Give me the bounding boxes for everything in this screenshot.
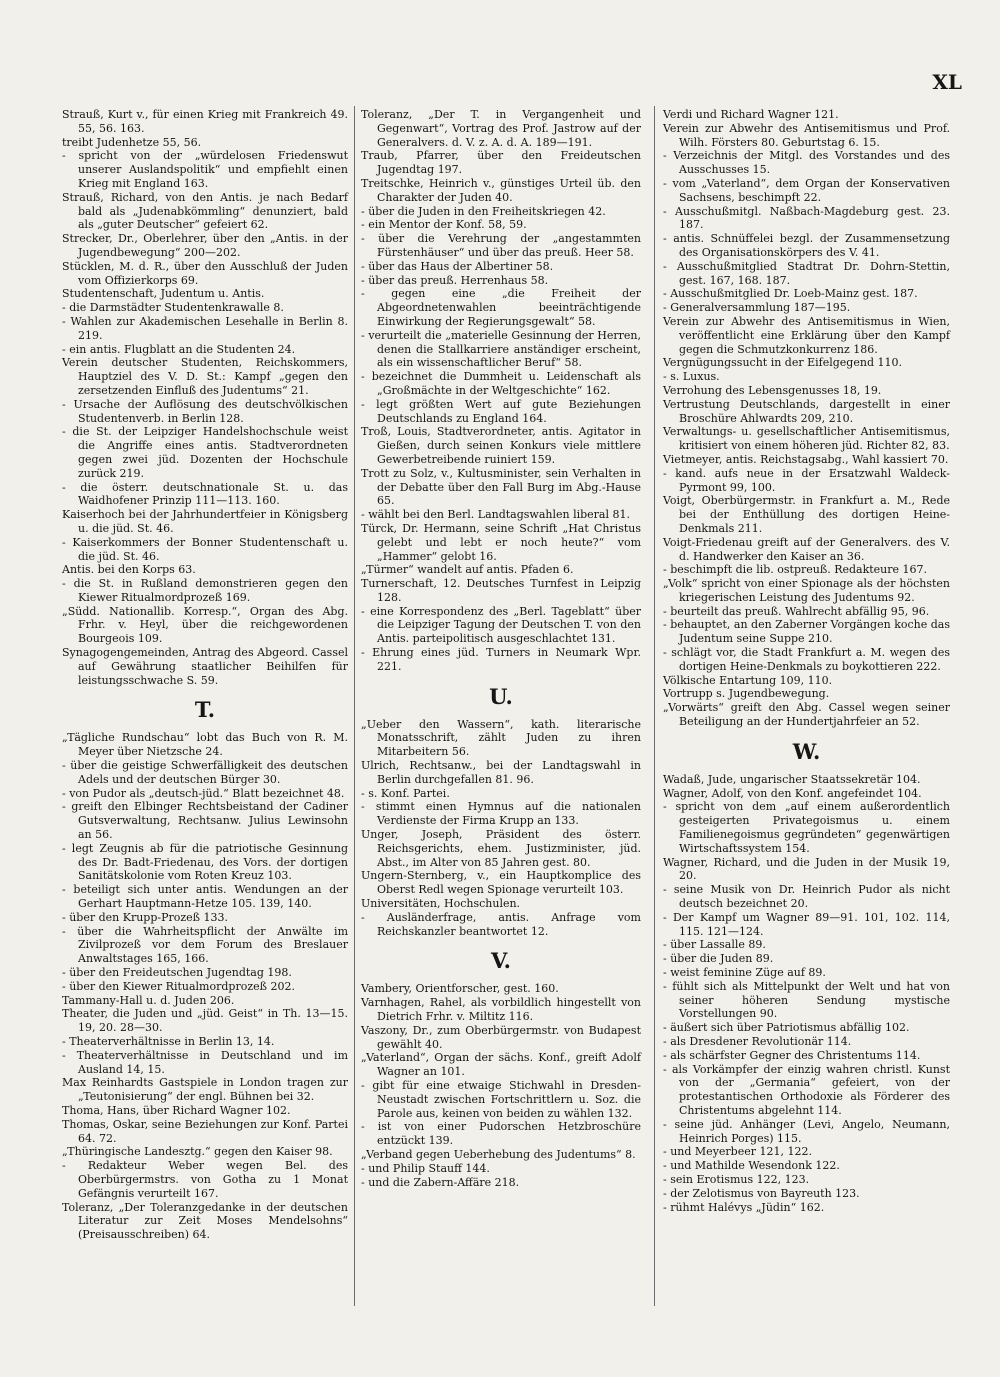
index-entry: Wagner, Adolf, von den Konf. angefeindet 104. — [663, 786, 922, 800]
index-entry: - ein antis. Flugblatt an die Studenten 24. — [62, 342, 296, 356]
index-column-2 — [361, 108, 641, 1189]
index-entry: - und Philip Stauff 144. — [361, 1161, 490, 1175]
index-entry: Vaszony, Dr., zum Oberbürgermstr. von Budapest gewählt 40. — [361, 1023, 641, 1051]
index-entry: - Generalversammlung 187—195. — [663, 301, 851, 315]
index-entry: - als Vorkämpfer der einzig wahren christl. Kunst von der „Germania“ gefeiert, von der protestantischen Orthodoxie als Förderer des Christentums abgelehnt 114. — [663, 1062, 950, 1117]
index-entry: - seine Musik von Dr. Heinrich Pudor als nicht deutsch bezeichnet 20. — [663, 883, 950, 911]
index-entry: - Redakteur Weber wegen Bel. des Oberbürgermstrs. von Gotha zu 1 Monat Gefängnis verurteilt 167. — [62, 1159, 348, 1200]
index-entry: Verein deutscher Studenten, Reichskommers, Hauptziel des V. D. St.: Kampf „gegen den zersetzenden Einfluß des Judentums“ 21. — [62, 356, 348, 397]
index-entry: - beschimpft die lib. ostpreuß. Redakteure 167. — [663, 563, 928, 577]
index-entry: - und die Zabern-Affäre 218. — [361, 1175, 520, 1189]
index-entry: - von Pudor als „deutsch-jüd.“ Blatt bezeichnet 48. — [62, 786, 345, 800]
index-entry: Ulrich, Rechtsanw., bei der Landtagswahl in Berlin durchgefallen 81. 96. — [361, 759, 641, 786]
index-entry: Trott zu Solz, v., Kultusminister, sein Verhalten in der Debatte über den Fall Burg im Abg.-Hause 65. — [361, 466, 641, 508]
index-entry: „Ueber den Wassern“, kath. literarische Monatsschrift, zählt Juden zu ihren Mitarbeitern 56. — [361, 717, 641, 759]
index-entry: - Ehrung eines jüd. Turners in Neumark Wpr. 221. — [361, 646, 641, 673]
index-entry: - seine jüd. Anhänger (Levi, Angelo, Neumann, Heinrich Porges) 115. — [663, 1117, 950, 1145]
index-entry: - sein Erotismus 122, 123. — [663, 1172, 810, 1186]
index-entry: - Wahlen zur Akademischen Lesehalle in Berlin 8. 219. — [62, 314, 348, 342]
index-entry: - über die geistige Schwerfälligkeit des deutschen Adels und der deutschen Bürger 30. — [62, 759, 348, 786]
column-divider — [354, 106, 355, 1306]
index-entry: - weist feminine Züge auf 89. — [663, 966, 826, 980]
index-entry: „Südd. Nationallib. Korresp.“, Organ des Abg. Frhr. v. Heyl, über die reichgewordenen Bourgeois 109. — [62, 604, 348, 646]
index-entry: - spricht von dem „auf einem außerordentlich gesteigerten Privategoismus u. einem Familienegoismus gegründeten“ gegenwärtigen Wirtschaftssystem 154. — [663, 800, 950, 855]
index-entry: Tammany-Hall u. d. Juden 206. — [62, 993, 235, 1007]
index-entry: - über das Haus der Albertiner 58. — [361, 259, 554, 273]
index-entry: - die österr. deutschnationale St. u. das Waidhofener Prinzip 111—113. 160. — [62, 480, 348, 508]
index-entry: - schlägt vor, die Stadt Frankfurt a. M. wegen des dortigen Heine-Denkmals zu boykottieren 222. — [663, 646, 950, 673]
index-entry: Voigt, Oberbürgermstr. in Frankfurt a. M., Rede bei der Enthüllung des dortigen Heine-Denkmals 211. — [663, 494, 950, 535]
index-entry: Vergnügungssucht in der Eifelgegend 110. — [663, 356, 902, 370]
index-entry: Strauß, Richard, von den Antis. je nach Bedarf bald als „Judenabkömmling“ denunziert, bald als „guter Deutscher“ gefeiert 62. — [62, 190, 348, 232]
index-entry: - als schärfster Gegner des Christentums 114. — [663, 1048, 921, 1062]
index-entry: - eine Korrespondenz des „Berl. Tageblatt“ über die Leipziger Tagung der Deutschen T. von den Antis. parteipolitisch ausgeschlachtet 131. — [361, 604, 641, 646]
index-entry: Wagner, Richard, und die Juden in der Musik 19, 20. — [663, 855, 950, 883]
index-entry: - die St. in Rußland demonstrieren gegen den Kiewer Ritualmordprozeß 169. — [62, 577, 348, 604]
index-entry: - als Dresdener Revolutionär 114. — [663, 1035, 852, 1048]
index-entry: - s. Luxus. — [663, 370, 720, 384]
index-entry: „Vorwärts“ greift den Abg. Cassel wegen seiner Beteiligung an der Hundertjahrfeier an 52. — [663, 701, 950, 729]
index-entry: - über den Kiewer Ritualmordprozeß 202. — [62, 979, 295, 993]
index-entry: - Ausschußmitglied Dr. Loeb-Mainz gest. 187. — [663, 287, 918, 301]
index-entry: - über die Juden in den Freiheitskriegen 42. — [361, 204, 606, 218]
index-entry: Verdi und Richard Wagner 121. — [663, 108, 839, 121]
index-entry: - legt Zeugnis ab für die patriotische Gesinnung des Dr. Badt-Friedenau, des Vors. der dortigen Sanitätskolonie vom Roten Kreuz 103. — [62, 841, 348, 883]
index-entry: - bezeichnet die Dummheit u. Leidenschaft als „Großmächte in der Weltgeschichte“ 162. — [361, 370, 641, 397]
index-entry: - legt größten Wert auf gute Beziehungen Deutschlands zu England 164. — [361, 397, 641, 425]
index-entry: - und Meyerbeer 121, 122. — [663, 1145, 812, 1159]
index-entry: - Ursache der Auflösung des deutschvölkischen Studentenverb. in Berlin 128. — [62, 397, 348, 425]
index-entry: - spricht von der „würdelosen Friedenswut unserer Auslandspolitik“ und empfiehlt einen Krieg mit England 163. — [62, 149, 348, 190]
index-entry: Stücklen, M. d. R., über den Ausschluß der Juden vom Offizierkorps 69. — [62, 259, 348, 287]
index-entry: Treitschke, Heinrich v., günstiges Urteil üb. den Charakter der Juden 40. — [361, 176, 641, 204]
index-entry: - behauptet, an den Zaberner Vorgängen koche das Judentum seine Suppe 210. — [663, 618, 950, 646]
index-entry: - der Zelotismus von Bayreuth 123. — [663, 1186, 860, 1200]
index-entry: Studentenschaft, Judentum u. Antis. — [62, 287, 265, 301]
index-entry: „Thüringische Landesztg.“ gegen den Kaiser 98. — [62, 1145, 333, 1159]
index-entry: - ist von einer Pudorschen Hetzbroschüre entzückt 139. — [361, 1120, 641, 1148]
index-entry: Vambery, Orientforscher, gest. 160. — [361, 982, 559, 996]
section-letter-heading: T. — [194, 697, 216, 723]
index-entry: - Ausschußmitgl. Naßbach-Magdeburg gest. 23. 187. — [663, 204, 950, 232]
index-entry: - Verzeichnis der Mitgl. des Vorstandes und des Ausschusses 15. — [663, 149, 950, 177]
index-entry: - vom „Vaterland“, dem Organ der Konservativen Sachsens, beschimpft 22. — [663, 176, 950, 204]
index-entry: Verrohung des Lebensgenusses 18, 19. — [663, 383, 882, 397]
index-entry: - gegen eine „die Freiheit der Abgeordnetenwahlen beeinträchtigende Einwirkung der Regierungsgewalt“ 58. — [361, 287, 641, 328]
index-entry: - stimmt einen Hymnus auf die nationalen Verdienste der Firma Krupp an 133. — [361, 800, 641, 828]
index-entry: Universitäten, Hochschulen. — [361, 897, 521, 911]
index-entry: Verein zur Abwehr des Antisemitismus in Wien, veröffentlicht eine Erklärung über den Kampf gegen die Schmutzkonkurrenz 186. — [663, 314, 950, 356]
index-entry: „Volk“ spricht von einer Spionage als der höchsten kriegerischen Leistung des Judentums 92. — [663, 577, 950, 604]
index-entry: - wählt bei den Berl. Landtagswahlen liberal 81. — [361, 508, 631, 522]
index-entry: Theater, die Juden und „jüd. Geist“ in Th. 13—15. 19, 20. 28—30. — [62, 1007, 348, 1035]
index-entry: Antis. bei den Korps 63. — [62, 563, 196, 577]
index-entry: - Kaiserkommers der Bonner Studentenschaft u. die jüd. St. 46. — [62, 535, 348, 563]
index-entry: Völkische Entartung 109, 110. — [663, 673, 833, 687]
index-entry: - die Darmstädter Studentenkrawalle 8. — [62, 301, 284, 315]
page-number: XL — [932, 70, 962, 94]
index-entry: - verurteilt die „materielle Gesinnung der Herren, denen die Stallkarriere anständiger erscheint, als ein wissenschaftlicher Beruf“ 58. — [361, 328, 641, 370]
index-entry: - Der Kampf um Wagner 89—91. 101, 102. 114, 115. 121—124. — [663, 910, 950, 938]
index-entry: Thoma, Hans, über Richard Wagner 102. — [62, 1103, 291, 1117]
index-entry: Verwaltungs- u. gesellschaftlicher Antisemitismus, kritisiert von einem höheren jüd. Richter 82, 83. — [663, 425, 950, 453]
index-entry: Toleranz, „Der Toleranzgedanke in der deutschen Literatur zur Zeit Moses Mendelsohns“ (Preisausschreiben) 64. — [62, 1200, 348, 1242]
index-entry: - über das preuß. Herrenhaus 58. — [361, 273, 549, 287]
index-entry: - Theaterverhältnisse in Deutschland und im Ausland 14, 15. — [62, 1048, 348, 1076]
index-entry: - Ausländerfrage, antis. Anfrage vom Reichskanzler beantwortet 12. — [361, 910, 641, 938]
index-entry: „Vaterland“, Organ der sächs. Konf., greift Adolf Wagner an 101. — [361, 1051, 641, 1079]
index-entry: - über den Freideutschen Jugendtag 198. — [62, 966, 292, 980]
index-entry: Max Reinhardts Gastspiele in London tragen zur „Teutonisierung“ der engl. Bühnen bei 32. — [62, 1076, 348, 1104]
index-column-1 — [62, 108, 348, 1242]
index-entry: - Theaterverhältnisse in Berlin 13, 14. — [62, 1035, 275, 1048]
index-entry: - beurteilt das preuß. Wahlrecht abfällig 95, 96. — [663, 604, 930, 618]
index-entry: - rühmt Halévys „Jüdin“ 162. — [663, 1200, 825, 1214]
index-entry: Ungern-Sternberg, v., ein Hauptkomplice des Oberst Redl wegen Spionage verurteilt 103. — [361, 869, 641, 897]
index-entry: „Türmer“ wandelt auf antis. Pfaden 6. — [361, 563, 574, 577]
index-entry: - ein Mentor der Konf. 58, 59. — [361, 218, 527, 232]
index-entry: Vertrustung Deutschlands, dargestellt in einer Broschüre Ahlwardts 209, 210. — [663, 397, 950, 425]
index-entry: - über die Wahrheitspflicht der Anwälte im Zivilprozeß vor dem Forum des Breslauer Anwaltstages 165, 166. — [62, 924, 348, 966]
section-letter-heading: U. — [489, 683, 513, 709]
index-entry: Verein zur Abwehr des Antisemitismus und Prof. Wilh. Försters 80. Geburtstag 6. 15. — [663, 121, 950, 149]
index-entry: Strauß, Kurt v., für einen Krieg mit Frankreich 49. 55, 56. 163. — [62, 108, 348, 135]
index-entry: Troß, Louis, Stadtverordneter, antis. Agitator in Gießen, durch seinen Konkurs viele mittlere Gewerbetreibende ruiniert 159. — [361, 425, 641, 466]
index-entry: - s. Konf. Partei. — [361, 786, 450, 800]
index-entry: treibt Judenhetze 55, 56. — [62, 135, 202, 149]
index-entry: Thomas, Oskar, seine Beziehungen zur Konf. Partei 64. 72. — [62, 1117, 348, 1145]
index-entry: Wadaß, Jude, ungarischer Staatssekretär 104. — [663, 772, 921, 786]
column-divider — [654, 106, 655, 1306]
index-entry: Voigt-Friedenau greift auf der Generalvers. des V. d. Handwerker den Kaiser an 36. — [663, 535, 950, 563]
index-entry: Traub, Pfarrer, über den Freideutschen Jugendtag 197. — [361, 149, 641, 177]
index-entry: „Tägliche Rundschau“ lobt das Buch von R. M. Meyer über Nietzsche 24. — [62, 731, 348, 759]
index-entry: Synagogengemeinden, Antrag des Abgeord. Cassel auf Gewährung staatlicher Beihilfen für leistungsschwache S. 59. — [62, 646, 348, 687]
index-entry: Vietmeyer, antis. Reichstagsabg., Wahl kassiert 70. — [663, 452, 949, 466]
section-letter-heading: V. — [491, 948, 511, 974]
index-entry: - die St. der Leipziger Handelshochschule weist die Angriffe eines antis. Stadtverordneten gegen zwei jüd. Dozenten der Hochschule zurück 219. — [62, 425, 348, 480]
section-letter-heading: W. — [792, 738, 821, 764]
index-entry: Kaiserhoch bei der Jahrhundertfeier in Königsberg u. die jüd. St. 46. — [62, 508, 348, 535]
index-entry: Unger, Joseph, Präsident des österr. Reichsgerichts, ehem. Justizminister, jüd. Abst., im Alter von 85 Jahren gest. 80. — [361, 828, 641, 869]
index-entry: Turnerschaft, 12. Deutsches Turnfest in Leipzig 128. — [361, 577, 641, 604]
index-entry: - kand. aufs neue in der Ersatzwahl Waldeck-Pyrmont 99, 100. — [663, 466, 950, 494]
index-column-3 — [663, 108, 950, 1214]
index-entry: - über den Krupp-Prozeß 133. — [62, 910, 229, 924]
index-entry: - über Lassalle 89. — [663, 938, 766, 952]
index-entry: - über die Verehrung der „angestammten Fürstenhäuser“ und über das preuß. Heer 58. — [361, 232, 641, 259]
index-entry: Türck, Dr. Hermann, seine Schrift „Hat Christus gelebt und lebt er noch heute?“ vom „Hammer“ gelobt 16. — [361, 521, 641, 563]
index-entry: - gibt für eine etwaige Stichwahl in Dresden-Neustadt zwischen Fortschrittlern u. Soz. die Parole aus, keinen von beiden zu wählen 132. — [361, 1079, 641, 1120]
index-entry: Vortrupp s. Jugendbewegung. — [663, 687, 830, 701]
index-entry: - Ausschußmitglied Stadtrat Dr. Dohrn-Stettin, gest. 167, 168. 187. — [663, 259, 950, 287]
index-entry: - über die Juden 89. — [663, 952, 774, 966]
index-entry: Strecker, Dr., Oberlehrer, über den „Antis. in der Jugendbewegung“ 200—202. — [62, 232, 348, 259]
index-entry: - greift den Elbinger Rechtsbeistand der Cadiner Gutsverwaltung, Rechtsanw. Julius Lewinsohn an 56. — [62, 800, 348, 842]
index-entry: - antis. Schnüffelei bezgl. der Zusammensetzung des Organisationskörpers des V. 41. — [663, 232, 950, 259]
index-entry: „Verband gegen Ueberhebung des Judentums“ 8. — [361, 1147, 636, 1161]
index-entry: - fühlt sich als Mittelpunkt der Welt und hat von seiner höheren Sendung mystische Vorstellungen 90. — [663, 979, 950, 1021]
index-entry: - beteiligt sich unter antis. Wendungen an der Gerhart Hauptmann-Hetze 105. 139, 140. — [62, 883, 348, 911]
index-entry: - äußert sich über Patriotismus abfällig 102. — [663, 1021, 910, 1035]
index-entry: Varnhagen, Rahel, als vorbildlich hingestellt von Dietrich Frhr. v. Miltitz 116. — [361, 996, 641, 1024]
index-entry: Toleranz, „Der T. in Vergangenheit und Gegenwart“, Vortrag des Prof. Jastrow auf der Generalvers. d. V. z. A. d. A. 189—191. — [361, 108, 641, 149]
index-entry: - und Mathilde Wesendonk 122. — [663, 1159, 840, 1173]
